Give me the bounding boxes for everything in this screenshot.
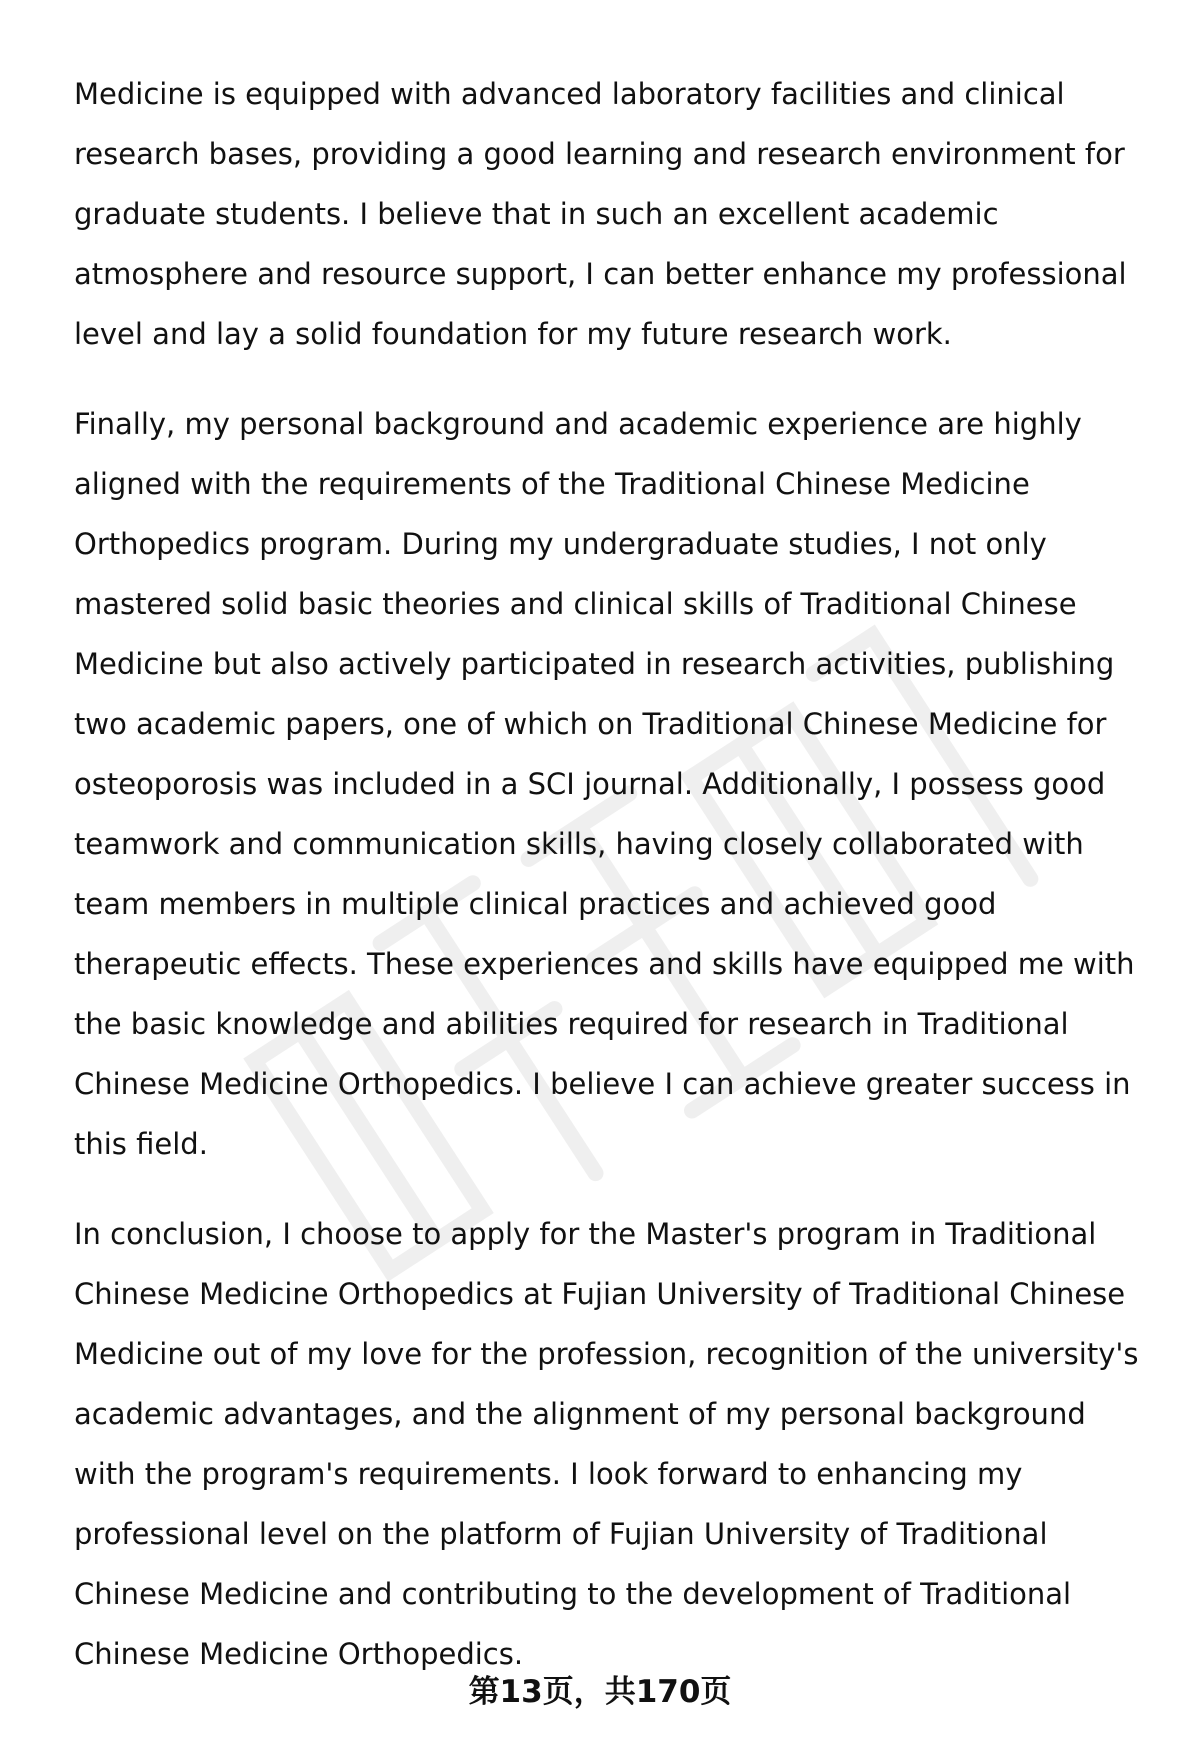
- paragraph: Finally, my personal background and academic experience are highly aligned with the requirements of the Traditional Chinese Medicine Orthopedics program. During my undergraduate studies, I not only mastered solid basic theories and clinical skills of Traditional Chinese Medicine but also actively participated in research activities, publishing two academic papers, one of which on Traditional Chinese Medicine for osteoporosis was included in a SCI journal. Additionally, I possess good teamwork and communication skills, having closely collaborated with team members in multiple clinical practices and achieved good therapeutic effects. These experiences and skills have equipped me with the basic knowledge and abilities required for research in Traditional Chinese Medicine Orthopedics. I believe I can achieve greater success in this field.: [74, 407, 1135, 1161]
- document-content: [74, 64, 1154, 1714]
- paragraph: In conclusion, I choose to apply for the Master's program in Traditional Chinese Medicine Orthopedics at Fujian University of Traditional Chinese Medicine out of my love for the profession, recognition of the university's academic advantages, and the alignment of my personal background with the program's requirements. I look forward to enhancing my professional level on the platform of Fujian University of Traditional Chinese Medicine and contributing to the development of Traditional Chinese Medicine Orthopedics.: [74, 1217, 1139, 1671]
- page-number-footer: 第13页，共170页: [468, 1674, 732, 1710]
- paragraph: Medicine is equipped with advanced laboratory facilities and clinical research bases, providing a good learning and research environment for graduate students. I believe that in such an excellent academic atmosphere and resource support, I can better enhance my professional level and lay a solid foundation for my future research work.: [74, 77, 1127, 351]
